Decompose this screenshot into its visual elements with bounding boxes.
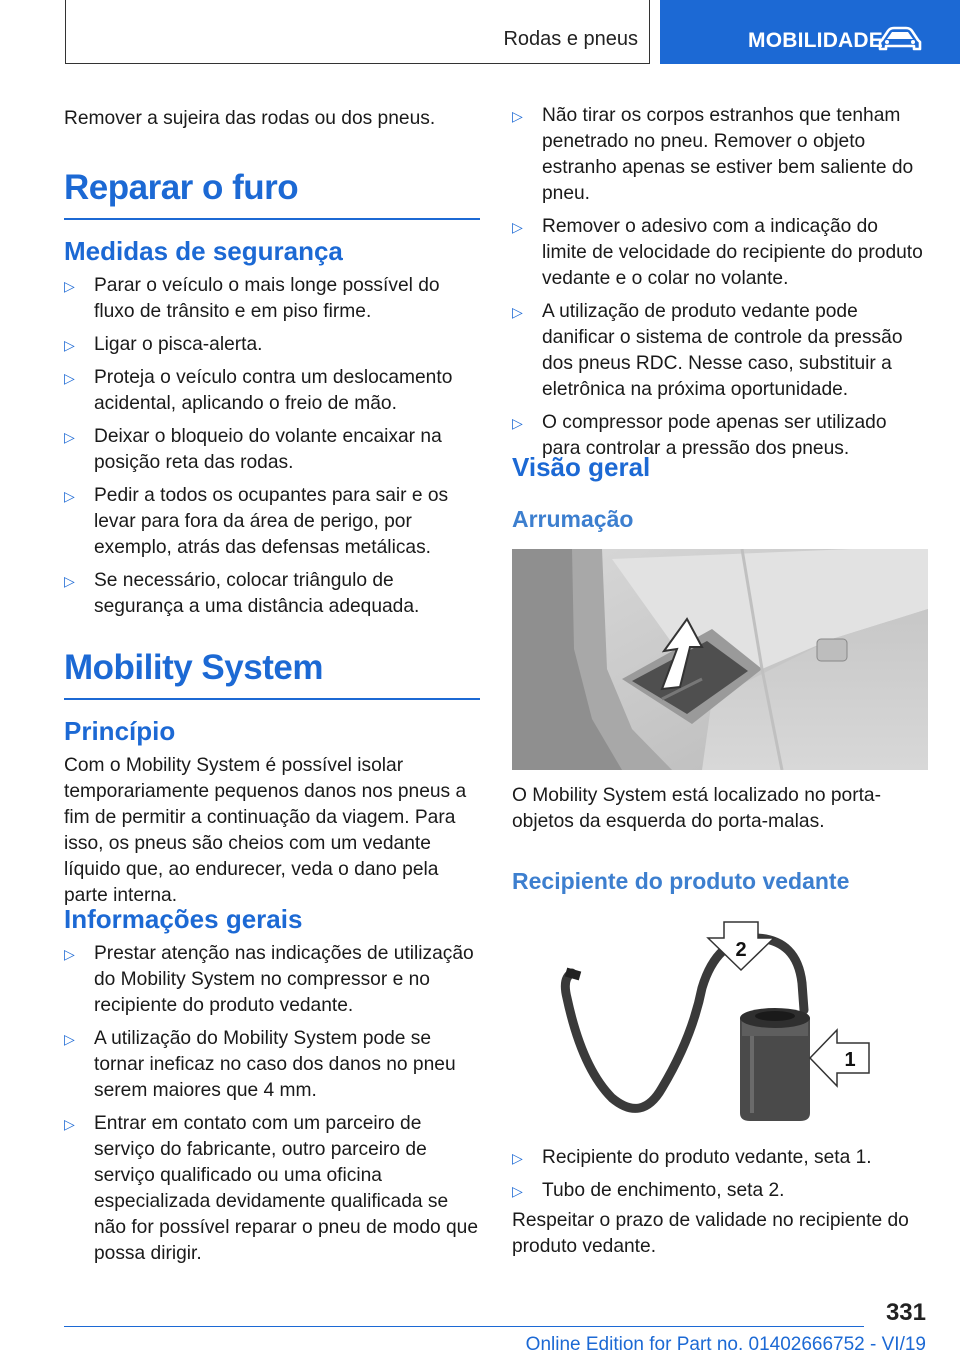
triangle-bullet-icon: ▷ <box>64 370 75 386</box>
triangle-bullet-icon: ▷ <box>64 488 75 504</box>
section-title: Rodas e pneus <box>503 28 638 50</box>
car-icon <box>878 26 922 54</box>
list-item: ▷ Proteja o veículo contra um deslocamento acidental, aplicando o freio de mão. <box>64 367 453 414</box>
triangle-bullet-icon: ▷ <box>512 108 523 124</box>
triangle-bullet-icon: ▷ <box>512 219 523 235</box>
chapter-tab <box>660 0 960 64</box>
closing-text: Respeitar o prazo de validade no recipiente do produto vedante. <box>512 1210 909 1257</box>
triangle-bullet-icon: ▷ <box>64 337 75 353</box>
footer-edition: Online Edition for Part no. 01402666752 - VI/19 <box>525 1334 926 1355</box>
list-item: ▷ Se necessário, colocar triângulo de segurança a uma distância adequada. <box>64 570 420 617</box>
intro-text: Remover a sujeira das rodas ou dos pneus. <box>64 108 436 129</box>
list-medidas <box>64 273 480 627</box>
list-item: ▷ Pedir a todos os ocupantes para sair e os levar para fora da área de perigo, por exemplo, atrás das defensas metálicas. <box>64 485 449 558</box>
list-item: ▷ Recipiente do produto vedante, seta 1. <box>512 1145 928 1171</box>
triangle-bullet-icon: ▷ <box>64 946 75 962</box>
triangle-bullet-icon: ▷ <box>64 1116 75 1132</box>
list-item: ▷ Remover o adesivo com a indicação do limite de velocidade do recipiente do produto vedante e o colar no volante. <box>512 216 923 289</box>
list-item: ▷ Tubo de enchimento, seta 2. <box>512 1178 928 1204</box>
triangle-bullet-icon: ▷ <box>512 1183 523 1199</box>
sealant-container-image <box>552 918 872 1123</box>
list-item: ▷ Prestar atenção nas indicações de utilização do Mobility System no compressor e no recipiente do produto vedante. <box>64 943 474 1016</box>
heading-arrumacao: Arrumação <box>512 506 634 532</box>
triangle-bullet-icon: ▷ <box>64 1031 75 1047</box>
heading-recipiente: Recipiente do produto vedante <box>512 868 850 894</box>
list-item: ▷ Entrar em contato com um parceiro de serviço do fabricante, outro parceiro de serviço qualificado ou uma oficina especializada devidamente qualificada se não for possível reparar o pneu de modo que possa dirigir. <box>64 1113 479 1264</box>
triangle-bullet-icon: ▷ <box>64 573 75 589</box>
list-info <box>64 941 480 1274</box>
triangle-bullet-icon: ▷ <box>512 304 523 320</box>
heading-mobility: Mobility System <box>64 648 480 700</box>
list-item: ▷ Não tirar os corpos estranhos que tenham penetrado no pneu. Remover o objeto estranho apenas se estiver bem saliente do pneu. <box>512 105 914 204</box>
principio-text: Com o Mobility System é possível isolar temporariamente pequenos danos nos pneus a fim de permitir a continuação da viagem. Para isso, os pneus são cheios com um vedante líquido que, ao endurecer, veda o dano pela parte interna. <box>64 755 467 906</box>
list-item: ▷ O compressor pode apenas ser utilizado para controlar a pressão dos pneus. <box>512 412 887 459</box>
heading-reparar: Reparar o furo <box>64 168 480 220</box>
chapter-title: MOBILIDADE <box>748 29 883 52</box>
arrow-label-2: 2 <box>735 939 747 961</box>
list-item: ▷ Deixar o bloqueio do volante encaixar na posição reta das rodas. <box>64 426 442 473</box>
footer-rule <box>64 1326 864 1327</box>
list-item: ▷ Ligar o pisca-alerta. <box>64 332 480 358</box>
list-item: ▷ A utilização de produto vedante pode danificar o sistema de controle da pressão dos pneus RDC. Nesse caso, substituir a eletrônica na próxima oportunidade. <box>512 301 903 400</box>
arrumacao-text: O Mobility System está localizado no porta-objetos da esquerda do porta-malas. <box>512 785 881 832</box>
list-item: ▷ Parar o veículo o mais longe possível do fluxo de trânsito e em piso firme. <box>64 275 440 322</box>
heading-visao: Visão geral <box>512 452 651 482</box>
list-bottom <box>512 1145 928 1211</box>
triangle-bullet-icon: ▷ <box>512 415 523 431</box>
list-top <box>512 103 928 469</box>
arrow-label-1: 1 <box>844 1049 856 1071</box>
triangle-bullet-icon: ▷ <box>512 1150 523 1166</box>
heading-info: Informações gerais <box>64 904 303 934</box>
list-item: ▷ A utilização do Mobility System pode se tornar ineficaz no caso dos danos no pneu serem maiores que 4 mm. <box>64 1028 456 1101</box>
page-number: 331 <box>885 1299 926 1326</box>
trunk-storage-image <box>512 549 928 770</box>
triangle-bullet-icon: ▷ <box>64 429 75 445</box>
heading-principio: Princípio <box>64 716 176 746</box>
heading-medidas: Medidas de segurança <box>64 236 343 266</box>
triangle-bullet-icon: ▷ <box>64 278 75 294</box>
